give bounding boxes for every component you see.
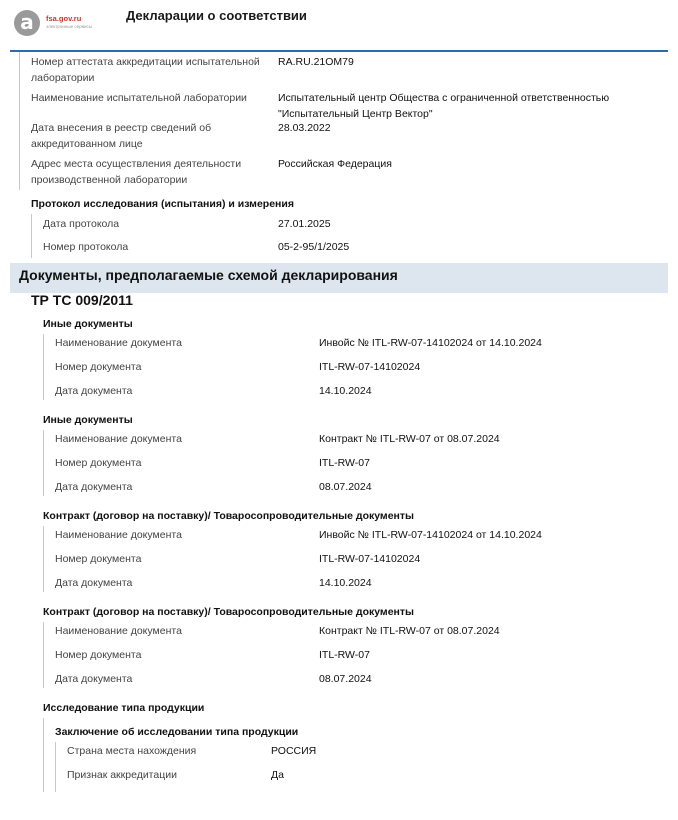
accreditation-flag-label: Признак аккредитации — [67, 769, 177, 781]
protocol-title: Протокол исследования (испытания) и измерения — [31, 198, 294, 210]
fsa-logo-icon: a — [14, 10, 40, 36]
doc-group-border — [43, 430, 44, 496]
doc-number-value: ITL-RW-07 — [319, 457, 370, 469]
lab-address-label: Адрес места осуществления деятельности производственной лаборатории — [31, 158, 242, 186]
logo-site: fsa.gov.ru — [46, 14, 82, 23]
doc-name-label: Наименование документа — [55, 337, 182, 349]
doc-date-value: 14.10.2024 — [319, 385, 372, 397]
page-header — [0, 0, 678, 52]
lab-name-value: Испытательный центр Общества с ограниченной ответственностью "Испытательный Центр Вектор" — [278, 92, 610, 120]
doc-date-label: Дата документа — [55, 577, 133, 589]
lab-registry-date-value: 28.03.2022 — [278, 122, 331, 134]
lab-address-value: Российская Федерация — [278, 158, 392, 170]
research-subtitle: Заключение об исследовании типа продукции — [55, 726, 299, 738]
doc-date-value: 08.07.2024 — [319, 673, 372, 685]
research-border — [43, 718, 44, 792]
protocol-date-value: 27.01.2025 — [278, 218, 331, 230]
country-label: Страна места нахождения — [67, 745, 197, 757]
accreditation-flag-value: Да — [271, 769, 284, 781]
doc-name-value: Контракт № ITL-RW-07 от 08.07.2024 — [319, 433, 500, 445]
doc-name-value: Инвойс № ITL-RW-07-14102024 от 14.10.2024 — [319, 529, 542, 541]
doc-name-value: Контракт № ITL-RW-07 от 08.07.2024 — [319, 625, 500, 637]
lab-registry-date-label: Дата внесения в реестр сведений об аккредитованном лице — [31, 122, 212, 150]
doc-group-title: Контракт (договор на поставку)/ Товаросопроводительные документы — [43, 510, 414, 522]
doc-group-title: Иные документы — [43, 318, 133, 330]
doc-number-value: ITL-RW-07-14102024 — [319, 553, 421, 565]
doc-date-value: 14.10.2024 — [319, 577, 372, 589]
protocol-border — [31, 214, 32, 258]
fsa-logo[interactable] — [14, 10, 124, 40]
doc-number-value: ITL-RW-07-14102024 — [319, 361, 421, 373]
doc-number-value: ITL-RW-07 — [319, 649, 370, 661]
doc-group-border — [43, 334, 44, 400]
page-title: Декларации о соответствии — [126, 8, 307, 23]
doc-date-label: Дата документа — [55, 673, 133, 685]
doc-group-title: Иные документы — [43, 414, 133, 426]
documents-section-title: Документы, предполагаемые схемой декларирования — [19, 267, 398, 283]
country-value: РОССИЯ — [271, 745, 317, 757]
header-divider — [10, 50, 668, 52]
lab-accreditation-label: Номер аттестата аккредитации испытательной лаборатории — [31, 56, 260, 84]
protocol-number-label: Номер протокола — [43, 241, 129, 253]
doc-date-label: Дата документа — [55, 481, 133, 493]
doc-name-label: Наименование документа — [55, 433, 182, 445]
doc-group-border — [43, 526, 44, 592]
research-sub-border — [55, 742, 56, 792]
doc-group-border — [43, 622, 44, 688]
doc-group-title: Контракт (договор на поставку)/ Товаросопроводительные документы — [43, 606, 414, 618]
lab-section-border — [19, 52, 20, 190]
doc-name-label: Наименование документа — [55, 625, 182, 637]
doc-name-value: Инвойс № ITL-RW-07-14102024 от 14.10.2024 — [319, 337, 542, 349]
research-title: Исследование типа продукции — [43, 702, 205, 714]
doc-name-label: Наименование документа — [55, 529, 182, 541]
logo-subtitle: электронные сервисы — [46, 24, 93, 29]
lab-accreditation-value: RA.RU.21ОМ79 — [278, 56, 354, 68]
lab-name-label: Наименование испытательной лаборатории — [31, 92, 247, 104]
doc-number-label: Номер документа — [55, 553, 142, 565]
doc-date-label: Дата документа — [55, 385, 133, 397]
doc-number-label: Номер документа — [55, 457, 142, 469]
doc-number-label: Номер документа — [55, 361, 142, 373]
tr-ts-title: ТР ТС 009/2011 — [31, 292, 133, 308]
protocol-date-label: Дата протокола — [43, 218, 120, 230]
doc-date-value: 08.07.2024 — [319, 481, 372, 493]
doc-number-label: Номер документа — [55, 649, 142, 661]
protocol-number-value: 05-2-95/1/2025 — [278, 241, 350, 253]
